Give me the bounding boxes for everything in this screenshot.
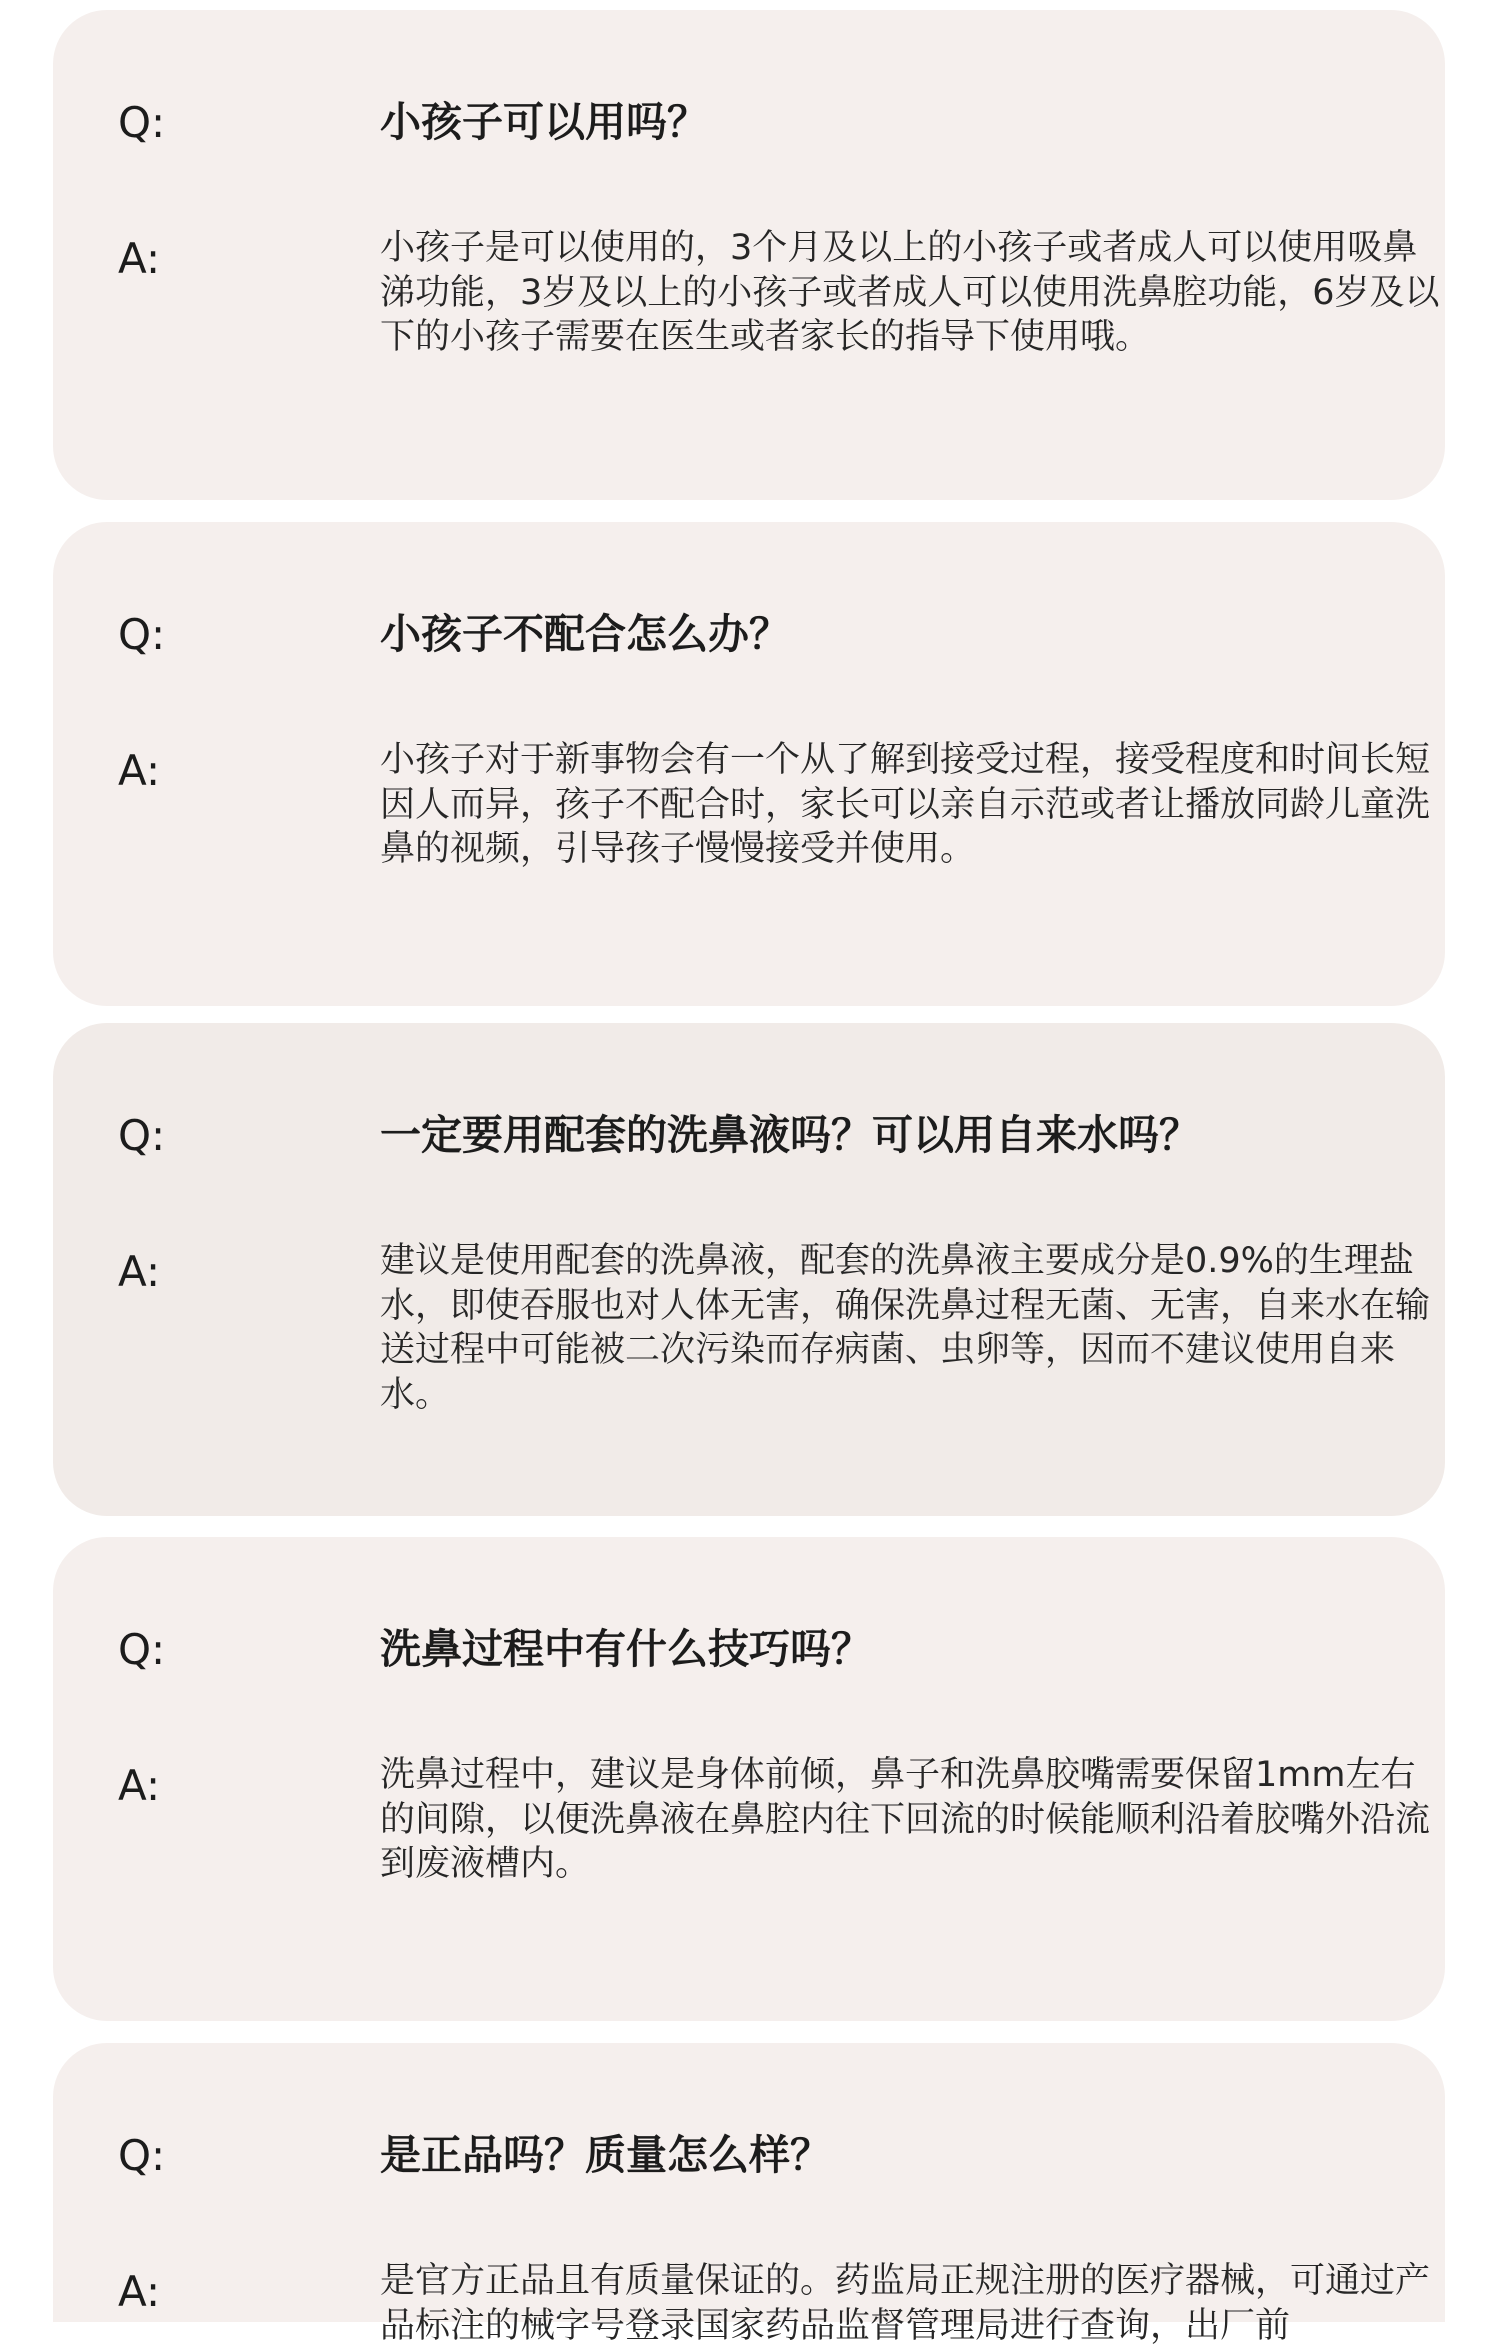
answer-text: 建议是使用配套的洗鼻液，配套的洗鼻液主要成分是0.9%的生理盐水，即使吞服也对人体无害，确保洗鼻过程无菌、无害，自来水在输送过程中可能被二次污染而存病菌、虫卵等，因而不建议使用自来水。 bbox=[380, 1241, 1431, 1415]
question-text: 是正品吗？质量怎么样？ bbox=[380, 2131, 831, 2179]
question-prefix: Q: bbox=[118, 98, 166, 147]
question-prefix: Q: bbox=[118, 1625, 166, 1674]
question-text: 小孩子可以用吗？ bbox=[380, 98, 708, 146]
question-text: 一定要用配套的洗鼻液吗？可以用自来水吗？ bbox=[380, 1111, 1200, 1159]
answer-text: 洗鼻过程中，建议是身体前倾，鼻子和洗鼻胶嘴需要保留1mm左右的间隙，以便洗鼻液在鼻腔内往下回流的时候能顺利沿着胶嘴外沿流到废液槽内。 bbox=[380, 1755, 1431, 1884]
faq-card-uncooperative-child bbox=[53, 522, 1445, 1006]
question-text: 洗鼻过程中有什么技巧吗？ bbox=[380, 1625, 872, 1673]
faq-card-saline-solution bbox=[53, 1023, 1445, 1516]
faq-card-authenticity bbox=[53, 2043, 1445, 2346]
faq-card-rinse-technique bbox=[53, 1537, 1445, 2021]
answer-prefix: A: bbox=[118, 234, 161, 283]
question-text: 小孩子不配合怎么办？ bbox=[380, 610, 790, 658]
answer-prefix: A: bbox=[118, 1761, 161, 1810]
answer-prefix: A: bbox=[118, 2267, 161, 2316]
answer-text: 小孩子对于新事物会有一个从了解到接受过程，接受程度和时间长短因人而异，孩子不配合时，家长可以亲自示范或者让播放同龄儿童洗鼻的视频，引导孩子慢慢接受并使用。 bbox=[380, 740, 1431, 869]
question-prefix: Q: bbox=[118, 2131, 166, 2180]
answer-text: 小孩子是可以使用的，3个月及以上的小孩子或者成人可以使用吸鼻涕功能，3岁及以上的小孩子或者成人可以使用洗鼻腔功能，6岁及以下的小孩子需要在医生或者家长的指导下使用哦。 bbox=[380, 228, 1440, 357]
answer-prefix: A: bbox=[118, 1247, 161, 1296]
question-prefix: Q: bbox=[118, 610, 166, 659]
answer-text: 是官方正品且有质量保证的。药监局正规注册的医疗器械，可通过产品标注的械字号登录国家药品监督管理局进行查询，出厂前 bbox=[380, 2261, 1431, 2346]
faq-card-children-usage bbox=[53, 10, 1445, 500]
answer-prefix: A: bbox=[118, 746, 161, 795]
question-prefix: Q: bbox=[118, 1111, 166, 1160]
